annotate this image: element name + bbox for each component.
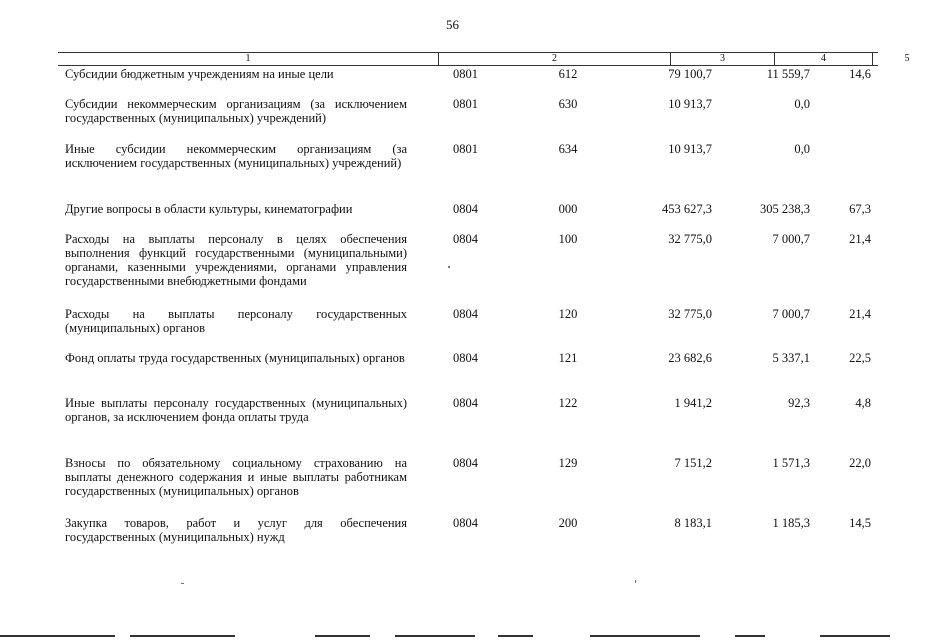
page-number: 56 <box>446 17 459 32</box>
scan-speck <box>448 266 450 268</box>
row-plan-value: 10 913,7 <box>668 97 712 111</box>
row-percent: 22,5 <box>849 351 871 365</box>
row-description: Расходы на выплаты персоналу в целях обеспечения выполнения функций государственными (муниципальными) органами, казенными учреждениями, органами управления государственными внебюджетными фондами <box>65 232 407 288</box>
row-expense-type-code: 129 <box>558 456 578 470</box>
table-header <box>58 52 910 66</box>
row-description: Расходы на выплаты персоналу государственных (муниципальных) органов <box>65 307 407 335</box>
row-plan-value: 32 775,0 <box>668 232 712 246</box>
row-expense-type-code: 630 <box>558 97 578 111</box>
scan-edge-line <box>130 635 235 637</box>
row-percent: 67,3 <box>849 202 871 216</box>
scan-edge-line <box>315 635 370 637</box>
header-col-1: 1 <box>245 53 251 64</box>
row-percent: 21,4 <box>849 307 871 321</box>
row-expense-type-code: 100 <box>558 232 578 246</box>
header-col-3: 3 <box>720 53 725 64</box>
header-col-5: 5 <box>904 53 910 64</box>
row-actual-value: 92,3 <box>788 396 810 410</box>
row-actual-value: 1 571,3 <box>772 456 810 470</box>
header-col-2: 2 <box>552 53 557 64</box>
row-description: Субсидии бюджетным учреждениям на иные цели <box>65 67 334 81</box>
scan-edge-line <box>0 635 115 637</box>
scan-edge-line <box>498 635 533 637</box>
row-expense-type-code: 120 <box>558 307 578 321</box>
row-plan-value: 23 682,6 <box>668 351 712 365</box>
row-actual-value: 7 000,7 <box>772 232 810 246</box>
scan-speck <box>181 583 184 584</box>
row-description: Иные субсидии некоммерческим организациям (за исключением государственных (муниципальных) учреждений) <box>65 142 407 170</box>
row-percent: 14,5 <box>849 516 871 530</box>
row-plan-value: 453 627,3 <box>662 202 712 216</box>
row-description: Фонд оплаты труда государственных (муниципальных) органов <box>65 351 405 365</box>
row-section-code: 0804 <box>453 456 478 470</box>
scan-edge-line <box>395 635 475 637</box>
row-section-code: 0801 <box>453 67 478 81</box>
row-expense-type-code: 634 <box>558 142 578 156</box>
row-plan-value: 8 183,1 <box>674 516 712 530</box>
scan-edge-line <box>820 635 890 637</box>
row-expense-type-code: 612 <box>558 67 578 81</box>
row-section-code: 0801 <box>453 97 478 111</box>
row-percent: 22,0 <box>849 456 871 470</box>
row-actual-value: 11 559,7 <box>766 67 810 81</box>
row-actual-value: 0,0 <box>794 142 810 156</box>
scan-edge-line <box>735 635 765 637</box>
row-description: Иные выплаты персоналу государственных (муниципальных) органов, за исключением фонда оплаты труда <box>65 396 407 424</box>
row-expense-type-code: 122 <box>558 396 578 410</box>
row-plan-value: 32 775,0 <box>668 307 712 321</box>
row-actual-value: 1 185,3 <box>772 516 810 530</box>
row-section-code: 0804 <box>453 516 478 530</box>
row-plan-value: 10 913,7 <box>668 142 712 156</box>
row-expense-type-code: 000 <box>558 202 578 216</box>
row-section-code: 0804 <box>453 396 478 410</box>
row-plan-value: 7 151,2 <box>674 456 712 470</box>
row-description: Другие вопросы в области культуры, кинематографии <box>65 202 353 216</box>
row-plan-value: 1 941,2 <box>674 396 712 410</box>
row-actual-value: 7 000,7 <box>772 307 810 321</box>
header-col-4: 4 <box>821 53 826 64</box>
row-percent: 21,4 <box>849 232 871 246</box>
row-description: Субсидии некоммерческим организациям (за исключением государственных (муниципальных) учреждений) <box>65 97 407 125</box>
row-description: Взносы по обязательному социальному страхованию на выплаты денежного содержания и иные выплаты работникам государственных (муниципальных) органов <box>65 456 407 498</box>
row-percent: 4,8 <box>855 396 871 410</box>
row-expense-type-code: 200 <box>558 516 578 530</box>
row-actual-value: 5 337,1 <box>772 351 810 365</box>
row-section-code: 0804 <box>453 232 478 246</box>
row-expense-type-code: 121 <box>558 351 578 365</box>
row-description: Закупка товаров, работ и услуг для обеспечения государственных (муниципальных) нужд <box>65 516 407 544</box>
row-section-code: 0804 <box>453 307 478 321</box>
scan-edge-line <box>590 635 700 637</box>
row-actual-value: 0,0 <box>794 97 810 111</box>
row-section-code: 0801 <box>453 142 478 156</box>
row-actual-value: 305 238,3 <box>760 202 810 216</box>
scan-speck <box>635 580 636 583</box>
row-section-code: 0804 <box>453 202 478 216</box>
row-plan-value: 79 100,7 <box>668 67 712 81</box>
row-percent: 14,6 <box>849 67 871 81</box>
row-section-code: 0804 <box>453 351 478 365</box>
